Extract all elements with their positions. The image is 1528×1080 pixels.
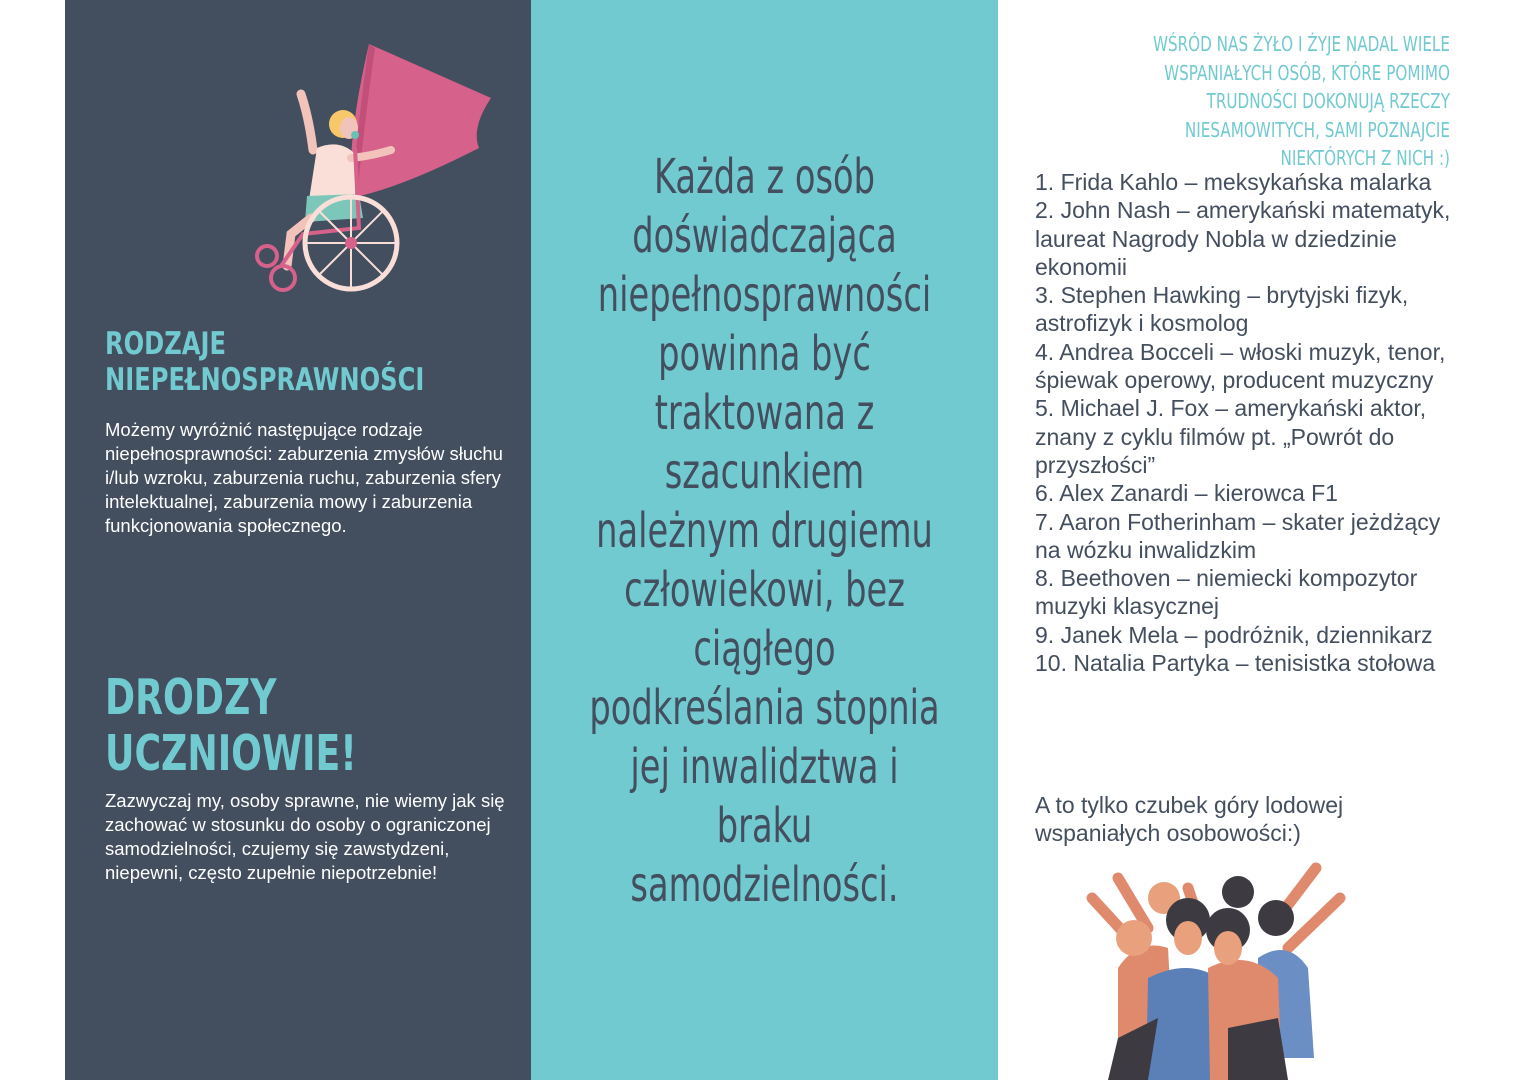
dear-students-heading: DRODZY UCZNIOWIE! (105, 669, 357, 782)
list-item: 8. Beethoven – niemiecki kompozytor muzyki klasycznej (1035, 565, 1418, 620)
list-item: 5. Michael J. Fox – amerykański aktor, znany z cyklu filmów pt. „Powrót do przyszłości” (1035, 395, 1427, 478)
list-item: 10. Natalia Partyka – tenisistka stołowa (1035, 650, 1436, 677)
disability-types-text: Możemy wyróżnić następujące rodzaje niepełnosprawności: zaburzenia zmysłów słuchu i/lub wzroku, zaburzenia ruchu, zaburzenia sfery intelektualnej, zaburzenia mowy i zaburzenia funkcjonowania społecznego. (105, 419, 503, 536)
list-item: 2. John Nash – amerykański matematyk, laureat Nagrody Nobla w dziedzinie ekonomii (1035, 197, 1451, 280)
people-list (1035, 168, 1455, 677)
list-item: 4. Andrea Bocceli – włoski muzyk, tenor, śpiewak operowy, producent muzyczny (1035, 338, 1446, 394)
middle-panel (531, 0, 998, 1080)
dear-students-text: Zazwyczaj my, osoby sprawne, nie wiemy jak się zachować w stosunku do osoby o ograniczonej samodzielności, czujemy się zawstydzeni, niepewni, często zupełnie niepotrzebnie! (105, 790, 505, 883)
wheelchair-flag-illustration (251, 38, 501, 298)
respect-quote: Każda z osób doświadczająca niepełnosprawności powinna być traktowana z szacunkiem należnym drugiemu człowiekowi, bez ciągłego podkreślania stopnia jej inwalidztwa i braku samodzielności. (589, 149, 940, 913)
cheering-women-illustration (1078, 858, 1358, 1080)
list-item: 9. Janek Mela – podróżnik, dziennikarz (1035, 621, 1433, 648)
inspiring-people-intro: WŚRÓD NAS ŻYŁO I ŻYJE NADAL WIELE WSPANIAŁYCH OSÓB, KTÓRE POMIMO TRUDNOŚCI DOKONUJĄ RZECZY NIESAMOWITYCH, SAMI POZNAJCIE NIEKTÓRYCH Z NICH :) (1152, 32, 1450, 170)
right-panel (998, 0, 1528, 1080)
left-panel (65, 0, 531, 1080)
disability-types-heading: RODZAJE NIEPEŁNOSPRAWNOŚCI (105, 326, 425, 398)
list-item: 1. Frida Kahlo – meksykańska malarka (1035, 169, 1432, 195)
list-item: 6. Alex Zanardi – kierowca F1 (1035, 480, 1338, 507)
list-item: 3. Stephen Hawking – brytyjski fizyk, astrofizyk i kosmolog (1035, 282, 1409, 337)
list-item: 7. Aaron Fotherinham – skater jeżdżący na wózku inwalidzkim (1035, 508, 1441, 563)
closing-text: A to tylko czubek góry lodowej wspaniałych osobowości:) (1035, 792, 1344, 847)
